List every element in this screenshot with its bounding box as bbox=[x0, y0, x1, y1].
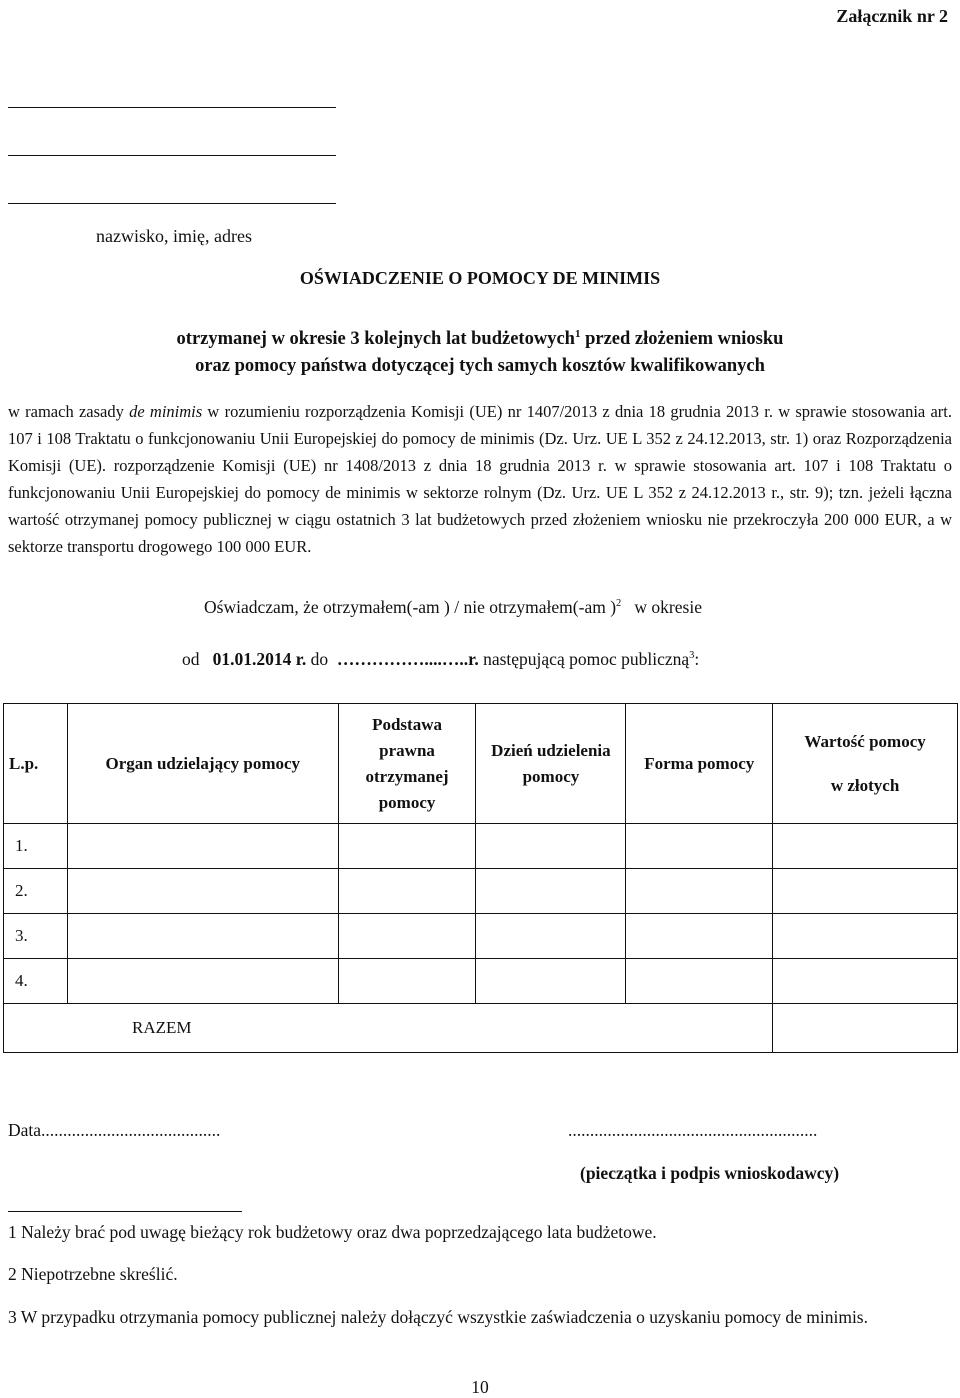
applicant-line-3 bbox=[8, 203, 336, 204]
total-value-cell[interactable] bbox=[773, 1004, 958, 1053]
applicant-caption: nazwisko, imię, adres bbox=[96, 226, 252, 246]
row-number: 4. bbox=[4, 959, 68, 1004]
attachment-label: Załącznik nr 2 bbox=[836, 6, 948, 26]
row-number: 1. bbox=[4, 824, 68, 869]
signature-caption: (pieczątka i podpis wnioskodawcy) bbox=[580, 1163, 840, 1183]
period-do: do bbox=[310, 649, 329, 669]
table-row bbox=[4, 914, 958, 959]
period-line bbox=[182, 649, 699, 670]
aid-table bbox=[3, 703, 958, 1053]
header-podstawa-line: otrzymanej bbox=[365, 766, 449, 786]
footnote-2: 2 Niepotrzebne skreślić. bbox=[8, 1264, 178, 1284]
document-title: OŚWIADCZENIE O POMOCY DE MINIMIS bbox=[299, 268, 661, 288]
row-number: 2. bbox=[4, 869, 68, 914]
organ-cell[interactable] bbox=[67, 914, 338, 959]
footnote-ref-3: 3 bbox=[689, 650, 695, 662]
header-organ: Organ udzielający pomocy bbox=[67, 704, 338, 824]
header-dzien-line: Dzień udzielenia bbox=[491, 740, 611, 760]
header-wartosc-line: w złotych bbox=[830, 775, 900, 795]
subtitle-line-1 bbox=[0, 321, 960, 353]
forma-cell[interactable] bbox=[626, 869, 773, 914]
podstawa-cell[interactable] bbox=[338, 824, 476, 869]
footnote-ref-1: 1 bbox=[574, 328, 581, 340]
header-dzien-line: pomocy bbox=[522, 766, 580, 786]
dzien-cell[interactable] bbox=[476, 824, 626, 869]
intro-italic-term: de minimis bbox=[129, 402, 203, 421]
subtitle-line-1-text: otrzymanej w okresie 3 kolejnych lat budżetowych bbox=[176, 329, 575, 350]
document-subtitle bbox=[0, 321, 960, 380]
declaration-text: Oświadczam, że otrzymałem(-am ) / nie otrzymałem(-am ) bbox=[204, 597, 617, 617]
table-header-row bbox=[4, 704, 958, 824]
podstawa-cell[interactable] bbox=[338, 959, 476, 1004]
declaration-tail: w okresie bbox=[634, 597, 702, 617]
podstawa-cell[interactable] bbox=[338, 869, 476, 914]
organ-cell[interactable] bbox=[67, 824, 338, 869]
forma-cell[interactable] bbox=[626, 824, 773, 869]
period-colon: : bbox=[694, 649, 700, 669]
footnote-3: 3 W przypadku otrzymania pomocy publicznej należy dołączyć wszystkie zaświadczenia o uzyskaniu pomocy de minimis. bbox=[8, 1307, 868, 1327]
header-lp: L.p. bbox=[4, 704, 68, 824]
organ-cell[interactable] bbox=[67, 869, 338, 914]
period-tail: następującą pomoc publiczną bbox=[483, 649, 690, 669]
applicant-line-2 bbox=[8, 155, 336, 156]
dzien-cell[interactable] bbox=[476, 869, 626, 914]
table-total-row bbox=[4, 1004, 958, 1053]
total-label: RAZEM bbox=[4, 1004, 773, 1053]
wartosc-cell[interactable] bbox=[773, 914, 958, 959]
footnote-ref-2: 2 bbox=[616, 598, 622, 610]
podstawa-cell[interactable] bbox=[338, 914, 476, 959]
wartosc-cell[interactable] bbox=[773, 869, 958, 914]
header-wartosc-line: Wartość pomocy bbox=[804, 731, 926, 751]
header-podstawa-line: pomocy bbox=[378, 792, 436, 812]
signature-field[interactable]: ......................................................... bbox=[568, 1120, 818, 1140]
header-wartosc bbox=[773, 704, 958, 824]
table-row bbox=[4, 869, 958, 914]
header-podstawa bbox=[338, 704, 476, 824]
page-number: 10 bbox=[471, 1377, 489, 1397]
declaration-line bbox=[204, 597, 702, 618]
subtitle-line-1-tail: przed złożeniem wniosku bbox=[580, 329, 784, 350]
period-end-date-blank: ……………....…..r. bbox=[336, 649, 479, 669]
row-number: 3. bbox=[4, 914, 68, 959]
period-start-date: 01.01.2014 r. bbox=[212, 649, 307, 669]
header-dzien bbox=[476, 704, 626, 824]
table-row bbox=[4, 959, 958, 1004]
dzien-cell[interactable] bbox=[476, 959, 626, 1004]
intro-text-rest: w rozumieniu rozporządzenia Komisji (UE) nr 1407/2013 z dnia 18 grudnia 2013 r. w sprawie stosowania art. 107 i 108 Traktatu o funkcjonowaniu Unii Europejskiej do pomocy de minimis (Dz. Urz. UE L 352 z 24.12.2013, str. 1) oraz Rozporządzenia Komisji (UE). rozporządzenie Komisji (UE) nr 1408/2013 z dnia 18 grudnia 2013 r. w sprawie stosowania art. 107 i 108 Traktatu o funkcjonowaniu Unii Europejskiej do pomocy de minimis w sektorze rolnym (Dz. Urz. UE L 352 z 24.12.2013 r., str. 9); tzn. jeżeli łączna wartość otrzymanej pomocy publicznej w ciągu ostatnich 3 lat budżetowych przed złożeniem wniosku nie przekroczyła 200 000 EUR, a w sektorze transportu drogowego 100 000 EUR. bbox=[8, 402, 953, 556]
table-row bbox=[4, 824, 958, 869]
wartosc-cell[interactable] bbox=[773, 959, 958, 1004]
header-podstawa-line: prawna bbox=[379, 740, 435, 760]
dzien-cell[interactable] bbox=[476, 914, 626, 959]
wartosc-cell[interactable] bbox=[773, 824, 958, 869]
footnote-separator bbox=[8, 1211, 242, 1212]
applicant-line-1 bbox=[8, 107, 336, 108]
period-od: od bbox=[182, 649, 200, 669]
organ-cell[interactable] bbox=[67, 959, 338, 1004]
footnote-1: 1 Należy brać pod uwagę bieżący rok budżetowy oraz dwa poprzedzającego lata budżetowe. bbox=[8, 1222, 657, 1242]
date-field[interactable]: Data......................................... bbox=[8, 1120, 221, 1140]
forma-cell[interactable] bbox=[626, 959, 773, 1004]
intro-paragraph bbox=[8, 398, 952, 560]
forma-cell[interactable] bbox=[626, 914, 773, 959]
intro-text-start: w ramach zasady bbox=[8, 402, 130, 421]
header-podstawa-line: Podstawa bbox=[372, 714, 442, 734]
header-forma: Forma pomocy bbox=[626, 704, 773, 824]
subtitle-line-2: oraz pomocy państwa dotyczącej tych samych kosztów kwalifikowanych bbox=[195, 356, 765, 377]
